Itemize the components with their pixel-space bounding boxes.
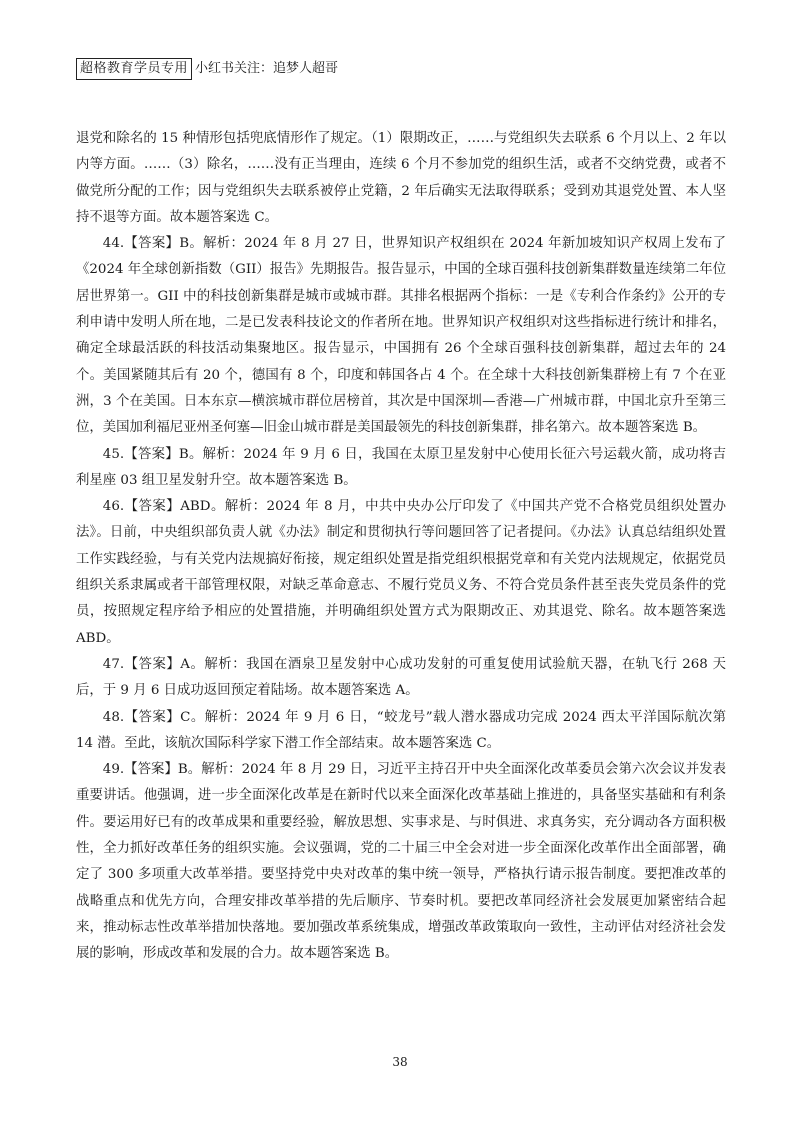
answer-48-paragraph: 48.【答案】C。解析：2024 年 9 月 6 日，“蛟龙号”载人潜水器成功完成 2024 西太平洋国际航次第 14 潜。至此，该航次国际科学家下潜工作全部结束。故本题答案选 C。 xyxy=(76,709,726,751)
answer-47-paragraph: 47.【答案】A。解析：我国在酒泉卫星发射中心成功发射的可重复使用试验航天器，在轨飞行 268 天后，于 9 月 6 日成功返回预定着陆场。故本题答案选 A。 xyxy=(76,656,726,699)
answer-46-paragraph: 46.【答案】ABD。解析：2024 年 8 月，中共中央办公厅印发了《中国共产党不合格党员组织处置办法》。日前，中央组织部负责人就《办法》制定和贯彻执行等问题回答了记者提问。《办法》认真总结组织处置工作实践经验，与有关党内法规搞好衔接，规定组织处置是指党组织根据党章和有关党内法规规定，依据党员组织关系隶属或者干部管理权限，对缺乏革命意志、不履行党员义务、不符合党员条件甚至丧失党员条件的党员，按照规定程序给予相应的处置措施，并明确组织处置方式为限期改正、劝其退党、除名。故本题答案选 ABD。 xyxy=(76,499,726,646)
answer-44-paragraph: 44.【答案】B。解析：2024 年 8 月 27 日，世界知识产权组织在 2024 年新加坡知识产权周上发布了《2024 年全球创新指数（GII）报告》先期报告。报告显示，中国的全球百强科技创新集群数量连续第二年位居世界第一。GII 中的科技创新集群是城市或城市群。其排名根据两个指标：一是《专利合作条约》公开的专利申请中发明人所在地，二是已发表科技论文的作者所在地。世界知识产权组织对这些指标进行统计和排名，确定全球最活跃的科技活动集聚地区。报告显示，中国拥有 26 个全球百强科技创新集群，超过去年的 24 个。美国紧随其后有 20 个，德国有 8 个，印度和韩国各占 4 个。在全球十大科技创新集群榜上有 7 个在亚洲，3 个在美国。日本东京—横滨城市群位居榜首，其次是中国深圳—香港—广州城市群，中国北京升至第三位，美国加利福尼亚州圣何塞—旧金山城市群是美国最领先的科技创新集群，排名第六。故本题答案选 B。 xyxy=(76,236,726,436)
continuation-paragraph: 退党和除名的 15 种情形包括兜底情形作了规定。（1）限期改正，……与党组织失去联系 6 个月以上、2 年以内等方面。……（3）除名，……没有正当理由，连续 6 个月不参加党的组织生活，或者不交纳党费，或者不做党所分配的工作；因与党组织失去联系被停止党籍，2 年后确实无法取得联系；受到劝其退党处置、本人坚持不退等方面。故本题答案选 C。 xyxy=(76,131,726,225)
page-number: 38 xyxy=(392,1055,408,1069)
answer-explanations xyxy=(76,126,726,968)
page-header xyxy=(76,58,338,80)
header-follow-text: 小红书关注：追梦人超哥 xyxy=(195,61,339,76)
answer-45-paragraph: 45.【答案】B。解析：2024 年 9 月 6 日，我国在太原卫星发射中心使用长征六号运载火箭，成功将吉利星座 03 组卫星发射升空。故本题答案选 B。 xyxy=(76,446,726,488)
header-boxed-label: 超格教育学员专用 xyxy=(76,58,192,80)
answer-49-paragraph: 49.【答案】B。解析：2024 年 8 月 29 日，习近平主持召开中央全面深化改革委员会第六次会议并发表重要讲话。他强调，进一步全面深化改革是在新时代以来全面深化改革基础上推进的，具备坚实基础和有利条件。要运用好已有的改革成果和重要经验，解放思想、实事求是、与时俱进、求真务实，充分调动各方面积极性，全力抓好改革任务的组织实施。会议强调，党的二十届三中全会对进一步全面深化改革作出全面部署，确定了 300 多项重大改革举措。要坚持党中央对改革的集中统一领导，严格执行请示报告制度。要把准改革的战略重点和优先方向，合理安排改革举措的先后顺序、节奏时机。要把改革同经济社会发展更加紧密结合起来，推动标志性改革举措加快落地。要加强改革系统集成，增强改革政策取向一致性，主动评估对经济社会发展的影响，形成改革和发展的合力。故本题答案选 B。 xyxy=(76,762,726,962)
